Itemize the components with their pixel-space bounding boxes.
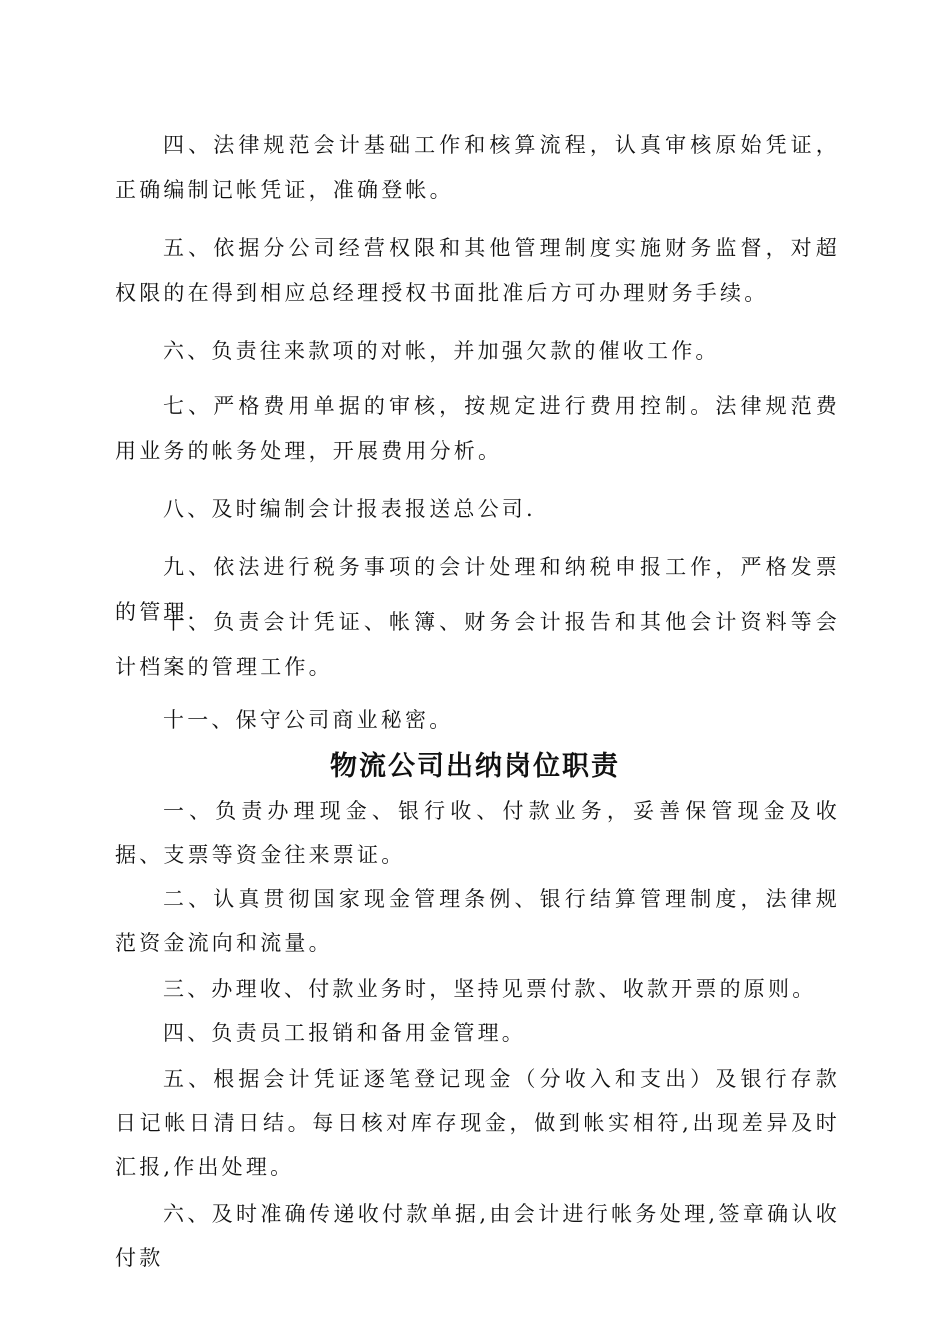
paragraph-item-4: 四、法律规范会计基础工作和核算流程，认真审核原始凭证，正确编制记帐凭证，准确登帐。 bbox=[115, 133, 840, 202]
paragraph-item-5: 五、依据分公司经营权限和其他管理制度实施财务监督，对超权限的在得到相应总经理授权书面批准后方可办理财务手续。 bbox=[115, 236, 840, 305]
paragraph-item-8: 八、及时编制会计报表报送总公司. bbox=[163, 497, 536, 521]
paragraph-item-10: 十、负责会计凭证、帐簿、财务会计报告和其他会计资料等会计档案的管理工作。 bbox=[115, 610, 840, 679]
paragraph-item-11: 十一、保守公司商业秘密。 bbox=[163, 708, 454, 732]
duty-item-4: 四、负责员工报销和备用金管理。 bbox=[163, 1021, 526, 1045]
paragraph-item-6: 六、负责往来款项的对帐，并加强欠款的催收工作。 bbox=[163, 339, 720, 363]
paragraph-item-7: 七、严格费用单据的审核，按规定进行费用控制。法律规范费用业务的帐务处理，开展费用分析。 bbox=[115, 394, 840, 463]
duty-item-6: 六、及时准确传递收付款单据,由会计进行帐务处理,签章确认收付款 bbox=[115, 1202, 840, 1270]
duty-item-5: 五、根据会计凭证逐笔登记现金（分收入和支出）及银行存款日记帐日清日结。每日核对库存现金，做到帐实相符,出现差异及时汇报,作出处理。 bbox=[115, 1067, 840, 1179]
duty-item-3: 三、办理收、付款业务时，坚持见票付款、收款开票的原则。 bbox=[163, 977, 817, 1001]
paragraph-item-9: 九、依法进行税务事项的会计处理和纳税申报工作，严格发票的管理. bbox=[115, 555, 840, 624]
duty-item-1: 一、负责办理现金、银行收、付款业务，妥善保管现金及收据、支票等资金往来票证。 bbox=[115, 799, 840, 867]
duty-item-2: 二、认真贯彻国家现金管理条例、银行结算管理制度，法律规范资金流向和流量。 bbox=[115, 887, 840, 955]
section-heading: 物流公司出纳岗位职责 bbox=[330, 751, 620, 782]
